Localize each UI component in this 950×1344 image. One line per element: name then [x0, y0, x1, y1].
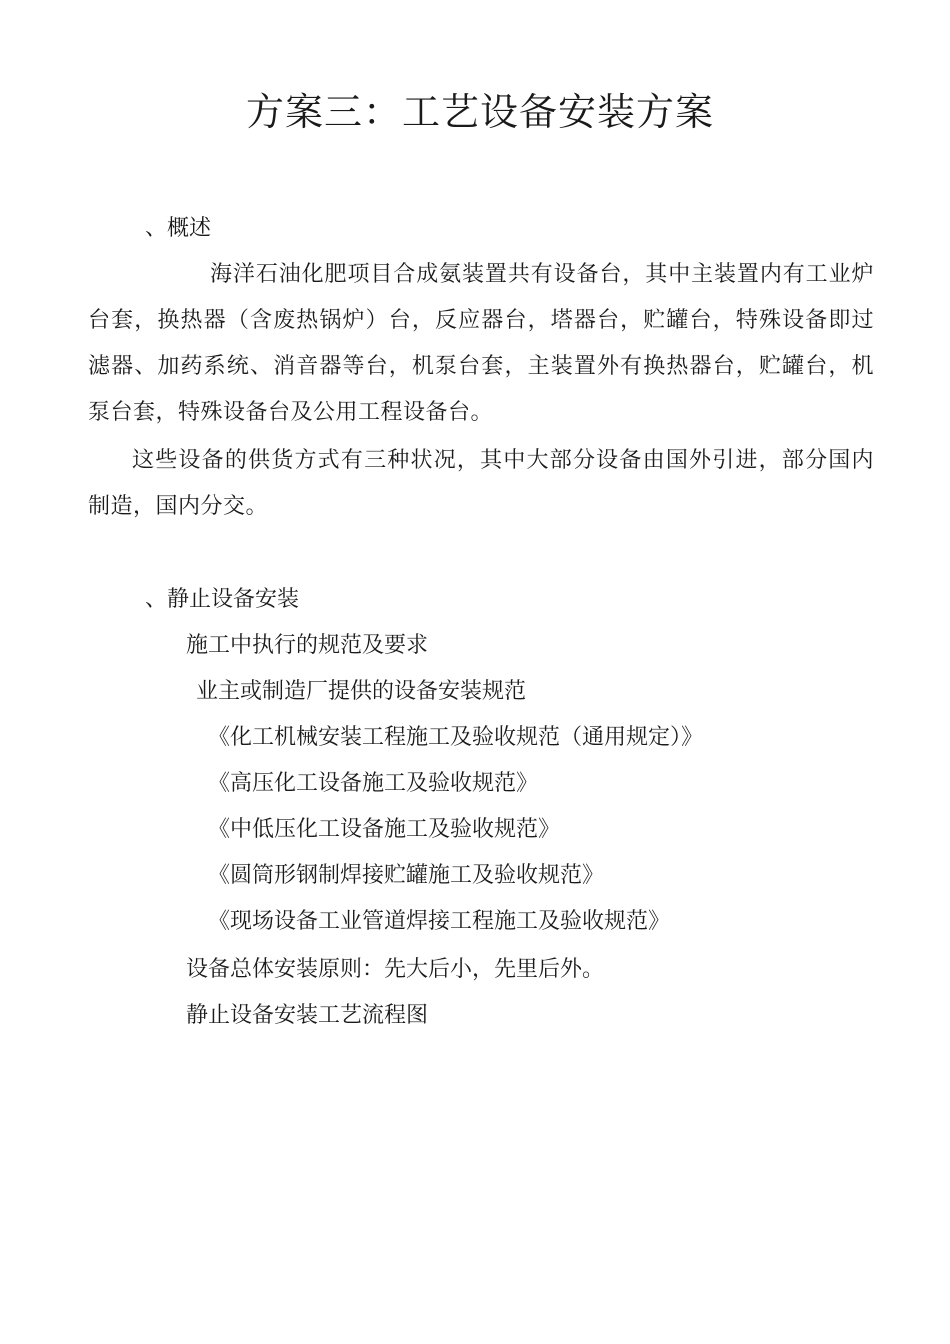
- standard-item: 《中低压化工设备施工及验收规范》: [208, 817, 561, 842]
- standard-item: 《圆筒形钢制焊接贮罐施工及验收规范》: [208, 863, 605, 888]
- standard-item: 《高压化工设备施工及验收规范》: [208, 771, 539, 796]
- subheading-standards: 施工中执行的规范及要求: [186, 633, 429, 658]
- overview-paragraph-equipment: 海洋石油化肥项目合成氨装置共有设备台，其中主装置内有工业炉台套，换热器（含废热锅炉）台，反应器台，塔器台，贮罐台，特殊设备即过滤器、加药系统、消音器等台，机泵台套，主装置外有换热器台，贮罐台，机泵台套，特殊设备台及公用工程设备台。: [88, 262, 874, 425]
- overview-paragraph-supply: 这些设备的供货方式有三种状况，其中大部分设备由国外引进，部分国内制造，国内分交。: [88, 448, 874, 519]
- standard-item: 《化工机械安装工程施工及验收规范（通用规定）》: [208, 725, 704, 750]
- section-heading-static-equipment: 、静止设备安装: [145, 587, 300, 612]
- document-title: 方案三：工艺设备安装方案: [245, 90, 714, 134]
- installation-principle: 设备总体安装原则：先大后小，先里后外。: [186, 957, 605, 982]
- section-heading-overview: 、概述: [145, 216, 212, 241]
- standard-item: 《现场设备工业管道焊接工程施工及验收规范》: [208, 909, 671, 934]
- standards-intro: 业主或制造厂提供的设备安装规范: [196, 679, 527, 704]
- flowchart-label: 静止设备安装工艺流程图: [186, 1003, 429, 1028]
